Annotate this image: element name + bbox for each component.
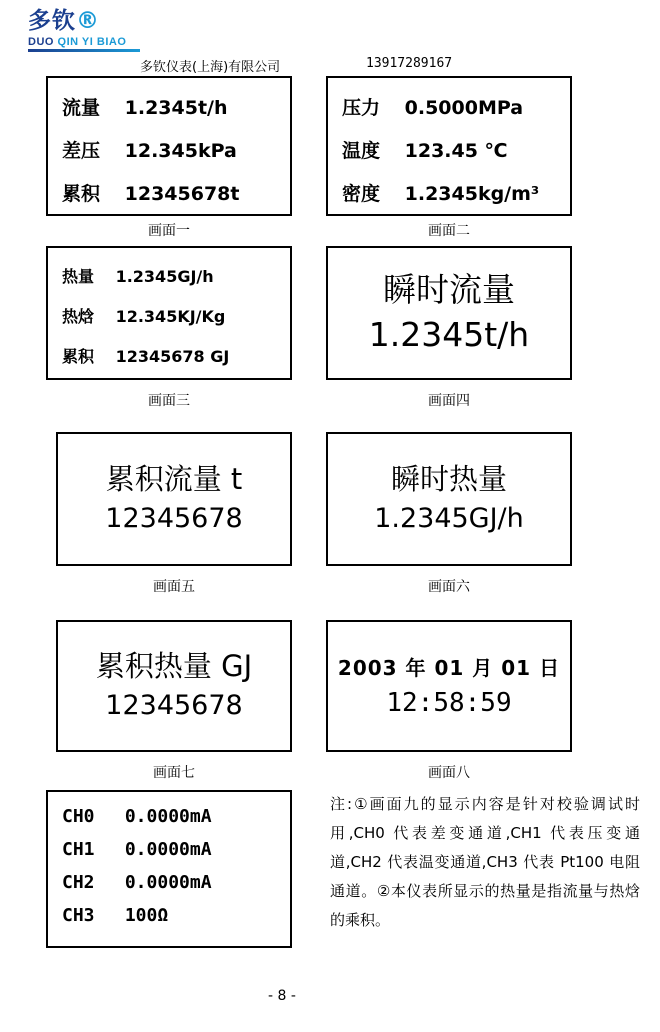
screen9-row-3-value: 0.0000mA — [124, 872, 212, 893]
screen1-row-2-label: 差压 — [62, 140, 101, 162]
screen1-row-1-value: 1.2345t/h — [124, 97, 228, 119]
screen2-row-2 — [342, 130, 570, 173]
screen3-row-1-label: 热量 — [62, 267, 95, 286]
logo-pinyin-left: DUO — [28, 36, 54, 48]
logo-chinese-label: 多钦 — [28, 8, 76, 34]
display-screen-1 — [46, 76, 292, 216]
display-screen-2 — [326, 76, 572, 216]
display-screen-4 — [326, 246, 572, 380]
screen9-row-1-value: 0.0000mA — [124, 806, 212, 827]
logo-pinyin-right: QIN YI BIAO — [57, 36, 127, 48]
screen2-row-3-value: 1.2345kg/m³ — [404, 183, 540, 205]
screen3-row-3-value: 12345678 GJ — [115, 347, 230, 366]
contact-phone: 13917289167 — [366, 56, 453, 71]
screen9-row-4 — [62, 899, 290, 932]
display-screen-6 — [326, 432, 572, 566]
caption-screen-4: 画面四 — [428, 393, 470, 409]
page-header — [0, 0, 660, 76]
screen4-title-line: 瞬时流量 — [383, 270, 515, 309]
screen3-row-2-value: 12.345KJ/Kg — [115, 307, 226, 326]
display-screen-5 — [56, 432, 292, 566]
screen2-row-3 — [342, 173, 570, 216]
screen8-date-line: 2003 年 01 月 01 日 — [337, 656, 561, 680]
display-screen-9 — [46, 790, 292, 948]
screen1-row-1-label: 流量 — [62, 97, 101, 119]
screen7-title-line: 累积热量 GJ — [95, 649, 253, 683]
screen9-row-3 — [62, 866, 290, 899]
screen9-row-2-label: CH1 — [62, 839, 95, 860]
screen1-row-3-value: 12345678t — [124, 183, 240, 205]
screen9-row-1-label: CH0 — [62, 806, 95, 827]
screen3-row-1-value: 1.2345GJ/h — [115, 267, 214, 286]
company-name: 多钦仪表(上海)有限公司 — [140, 60, 281, 75]
screen3-row-3 — [62, 337, 290, 377]
company-logo — [28, 8, 148, 64]
screen2-row-1-value: 0.5000MPa — [404, 97, 524, 119]
screen2-row-2-label: 温度 — [342, 140, 381, 162]
screen3-row-3-label: 累积 — [62, 347, 95, 366]
logo-chinese-text — [28, 8, 148, 34]
screen5-value-line: 12345678 — [105, 503, 243, 534]
screen2-row-1 — [342, 87, 570, 130]
screen2-row-2-value: 123.45 ℃ — [404, 140, 508, 162]
logo-dot-icon: ® — [76, 8, 100, 34]
display-screen-3 — [46, 246, 292, 380]
display-screen-7 — [56, 620, 292, 752]
screen9-row-4-label: CH3 — [62, 905, 95, 926]
screen1-row-3-label: 累积 — [62, 183, 101, 205]
caption-screen-6: 画面六 — [428, 579, 470, 595]
screen3-row-2-label: 热焓 — [62, 307, 95, 326]
screen1-row-3 — [62, 173, 290, 216]
caption-screen-1: 画面一 — [148, 223, 190, 239]
screen6-title-line: 瞬时热量 — [390, 462, 507, 496]
screen9-row-3-label: CH2 — [62, 872, 95, 893]
screen1-row-2-value: 12.345kPa — [124, 140, 237, 162]
footnote-block — [330, 790, 640, 935]
footnote-text: 注:①画面九的显示内容是针对校验调试时用,CH0 代表差变通道,CH1 代表压变通道,CH2 代表温变通道,CH3 代表 Pt100 电阻通道。②本仪表所显示的热量是指流量与热焓的乘积。 — [330, 795, 640, 929]
logo-pinyin-text — [28, 36, 148, 48]
screen6-value-line: 1.2345GJ/h — [374, 503, 524, 534]
screen8-time-line: 12:58:59 — [386, 688, 512, 718]
screen5-title-line: 累积流量 t — [105, 462, 243, 496]
screen1-row-2 — [62, 130, 290, 173]
caption-screen-3: 画面三 — [148, 393, 190, 409]
screen9-row-4-value: 100Ω — [124, 905, 169, 926]
screen3-row-1 — [62, 257, 290, 297]
caption-screen-5: 画面五 — [153, 579, 195, 595]
screen7-value-line: 12345678 — [105, 690, 243, 721]
caption-screen-2: 画面二 — [428, 223, 470, 239]
screen1-row-1 — [62, 87, 290, 130]
caption-screen-7: 画面七 — [153, 765, 195, 781]
screen9-row-2-value: 0.0000mA — [124, 839, 212, 860]
screen9-row-1 — [62, 800, 290, 833]
page-number: - 8 - — [268, 988, 296, 1004]
screen4-value-line: 1.2345t/h — [368, 315, 530, 354]
logo-underline-divider — [28, 49, 140, 52]
display-screen-8 — [326, 620, 572, 752]
screen9-row-2 — [62, 833, 290, 866]
screen2-row-3-label: 密度 — [342, 183, 381, 205]
screen3-row-2 — [62, 297, 290, 337]
screen2-row-1-label: 压力 — [342, 97, 381, 119]
caption-screen-8: 画面八 — [428, 765, 470, 781]
